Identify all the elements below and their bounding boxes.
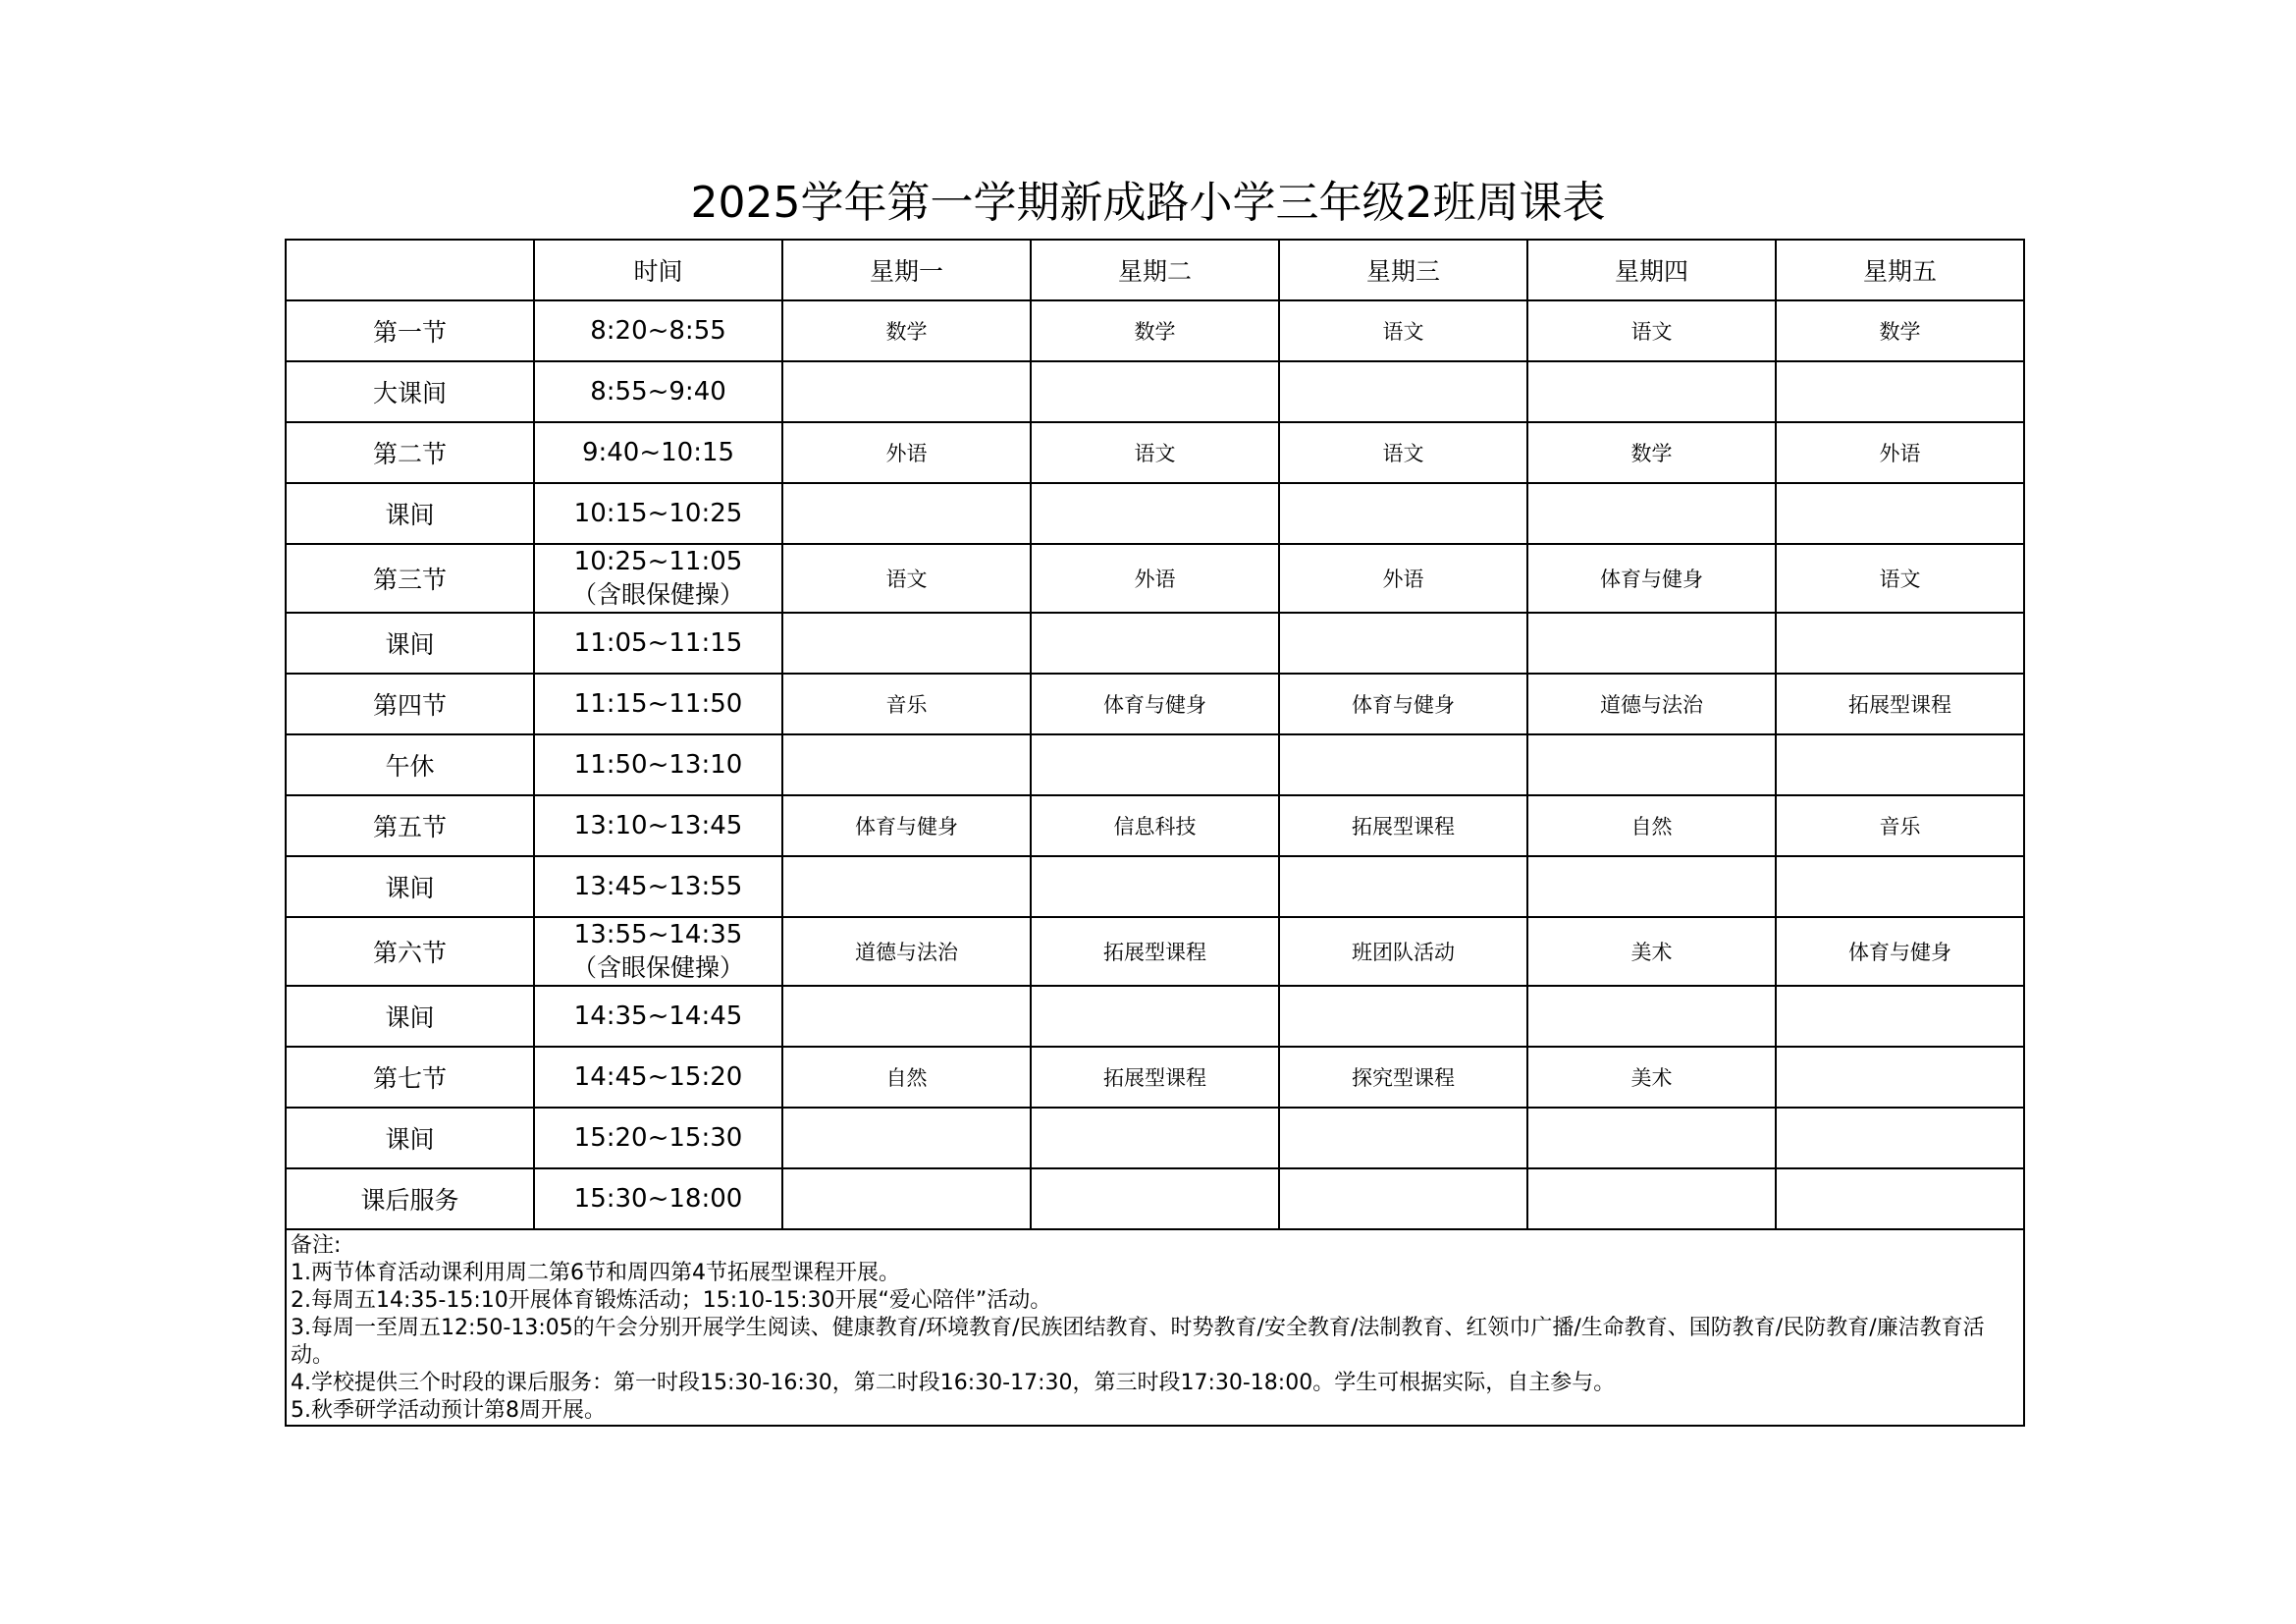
period-cell: 第七节 xyxy=(286,1047,534,1108)
period-cell: 第一节 xyxy=(286,300,534,361)
subject-cell xyxy=(1279,734,1527,795)
subject-cell: 体育与健身 xyxy=(1776,917,2024,986)
period-cell: 大课间 xyxy=(286,361,534,422)
time-note: （含眼保健操） xyxy=(571,953,744,982)
time-range: 13:45~13:55 xyxy=(573,872,743,901)
note-item: 2.每周五14:35-15:10开展体育锻炼活动；15:10-15:30开展“爱心陪伴”活动。 xyxy=(291,1288,1052,1313)
subject-cell: 班团队活动 xyxy=(1279,917,1527,986)
time-cell xyxy=(534,483,782,544)
time-range: 9:40~10:15 xyxy=(581,438,735,467)
time-cell xyxy=(534,300,782,361)
subject-cell xyxy=(1031,1168,1279,1229)
table-row xyxy=(286,1168,2024,1229)
subject-cell: 外语 xyxy=(1279,544,1527,613)
period-cell: 课间 xyxy=(286,1108,534,1168)
header-day-thursday: 星期四 xyxy=(1527,240,1776,300)
subject-cell xyxy=(1527,1168,1776,1229)
period-cell: 第五节 xyxy=(286,795,534,856)
subject-cell: 美术 xyxy=(1527,1047,1776,1108)
time-cell xyxy=(534,986,782,1047)
subject-cell xyxy=(1279,613,1527,674)
subject-cell: 数学 xyxy=(1527,422,1776,483)
subject-cell xyxy=(1527,361,1776,422)
period-cell: 第四节 xyxy=(286,674,534,734)
table-row xyxy=(286,1047,2024,1108)
subject-cell: 信息科技 xyxy=(1031,795,1279,856)
header-row xyxy=(286,240,2024,300)
time-range: 14:35~14:45 xyxy=(573,1001,743,1031)
subject-cell: 语文 xyxy=(1527,300,1776,361)
subject-cell xyxy=(1031,986,1279,1047)
subject-cell: 音乐 xyxy=(782,674,1031,734)
time-range: 10:15~10:25 xyxy=(573,499,743,528)
subject-cell xyxy=(1776,483,2024,544)
period-cell: 课间 xyxy=(286,483,534,544)
table-row xyxy=(286,986,2024,1047)
notes-row xyxy=(286,1229,2024,1426)
subject-cell: 美术 xyxy=(1527,917,1776,986)
page-title: 2025学年第一学期新成路小学三年级2班周课表 xyxy=(690,178,1606,228)
subject-cell xyxy=(782,986,1031,1047)
subject-cell xyxy=(782,1108,1031,1168)
subject-cell: 语文 xyxy=(1279,300,1527,361)
subject-cell: 数学 xyxy=(1776,300,2024,361)
subject-cell xyxy=(1279,361,1527,422)
header-time: 时间 xyxy=(534,240,782,300)
time-range: 13:55~14:35 xyxy=(573,920,743,949)
time-range: 15:30~18:00 xyxy=(573,1184,743,1214)
table-row xyxy=(286,917,2024,986)
notes-cell xyxy=(286,1229,2024,1426)
subject-cell xyxy=(1527,1108,1776,1168)
time-cell xyxy=(534,1168,782,1229)
table-row xyxy=(286,483,2024,544)
subject-cell xyxy=(1776,1108,2024,1168)
subject-cell xyxy=(1279,1168,1527,1229)
note-item: 5.秋季研学活动预计第8周开展。 xyxy=(291,1398,606,1423)
table-row xyxy=(286,613,2024,674)
subject-cell xyxy=(1527,613,1776,674)
subject-cell: 外语 xyxy=(782,422,1031,483)
time-range: 8:55~9:40 xyxy=(590,377,726,406)
period-cell: 课后服务 xyxy=(286,1168,534,1229)
subject-cell: 语文 xyxy=(1279,422,1527,483)
subject-cell: 语文 xyxy=(782,544,1031,613)
subject-cell: 道德与法治 xyxy=(782,917,1031,986)
table-row xyxy=(286,795,2024,856)
subject-cell: 自然 xyxy=(782,1047,1031,1108)
time-cell xyxy=(534,1047,782,1108)
header-day-wednesday: 星期三 xyxy=(1279,240,1527,300)
time-cell xyxy=(534,795,782,856)
header-day-friday: 星期五 xyxy=(1776,240,2024,300)
subject-cell: 数学 xyxy=(782,300,1031,361)
subject-cell xyxy=(1776,1168,2024,1229)
subject-cell: 体育与健身 xyxy=(1527,544,1776,613)
notes-label: 备注: xyxy=(291,1233,342,1258)
table-row xyxy=(286,361,2024,422)
subject-cell xyxy=(1279,483,1527,544)
subject-cell xyxy=(1031,483,1279,544)
subject-cell: 语文 xyxy=(1031,422,1279,483)
subject-cell xyxy=(1279,856,1527,917)
subject-cell: 数学 xyxy=(1031,300,1279,361)
subject-cell: 外语 xyxy=(1776,422,2024,483)
subject-cell xyxy=(1776,856,2024,917)
subject-cell xyxy=(782,613,1031,674)
subject-cell xyxy=(1031,856,1279,917)
period-cell: 午休 xyxy=(286,734,534,795)
subject-cell: 拓展型课程 xyxy=(1031,1047,1279,1108)
time-range: 14:45~15:20 xyxy=(573,1062,743,1092)
subject-cell xyxy=(1031,361,1279,422)
table-row xyxy=(286,856,2024,917)
subject-cell xyxy=(1527,734,1776,795)
subject-cell xyxy=(1031,613,1279,674)
header-day-tuesday: 星期二 xyxy=(1031,240,1279,300)
period-cell: 课间 xyxy=(286,613,534,674)
time-cell xyxy=(534,422,782,483)
note-item: 1.两节体育活动课利用周二第6节和周四第4节拓展型课程开展。 xyxy=(291,1261,900,1285)
time-cell xyxy=(534,917,782,986)
subject-cell: 语文 xyxy=(1776,544,2024,613)
subject-cell xyxy=(1279,1108,1527,1168)
time-cell xyxy=(534,674,782,734)
note-item: 3.每周一至周五12:50-13:05的午会分别开展学生阅读、健康教育/环境教育/民族团结教育、时势教育/安全教育/法制教育、红领巾广播/生命教育、国防教育/民防教育/廉洁教育活动。 xyxy=(291,1316,1985,1368)
schedule-table xyxy=(285,239,2025,1427)
subject-cell xyxy=(1031,734,1279,795)
table-row xyxy=(286,300,2024,361)
subject-cell xyxy=(1776,734,2024,795)
period-cell: 课间 xyxy=(286,986,534,1047)
time-range: 15:20~15:30 xyxy=(573,1123,743,1153)
time-range: 13:10~13:45 xyxy=(573,811,743,840)
subject-cell xyxy=(782,483,1031,544)
period-cell: 课间 xyxy=(286,856,534,917)
subject-cell xyxy=(1279,986,1527,1047)
time-cell xyxy=(534,613,782,674)
time-cell xyxy=(534,1108,782,1168)
table-row xyxy=(286,1108,2024,1168)
time-cell xyxy=(534,734,782,795)
subject-cell xyxy=(1776,986,2024,1047)
subject-cell: 体育与健身 xyxy=(1031,674,1279,734)
subject-cell: 拓展型课程 xyxy=(1031,917,1279,986)
subject-cell xyxy=(1776,613,2024,674)
subject-cell xyxy=(1527,483,1776,544)
table-row xyxy=(286,674,2024,734)
subject-cell xyxy=(782,1168,1031,1229)
period-cell: 第二节 xyxy=(286,422,534,483)
time-range: 10:25~11:05 xyxy=(573,547,743,576)
subject-cell xyxy=(782,734,1031,795)
time-range: 11:50~13:10 xyxy=(573,750,743,780)
time-cell xyxy=(534,544,782,613)
header-blank-cell xyxy=(286,240,534,300)
subject-cell xyxy=(1776,1047,2024,1108)
subject-cell xyxy=(1527,856,1776,917)
time-range: 8:20~8:55 xyxy=(590,316,726,346)
time-range: 11:15~11:50 xyxy=(573,689,743,719)
table-row xyxy=(286,734,2024,795)
subject-cell: 外语 xyxy=(1031,544,1279,613)
subject-cell xyxy=(1776,361,2024,422)
time-note: （含眼保健操） xyxy=(571,580,744,609)
subject-cell xyxy=(1031,1108,1279,1168)
table-row xyxy=(286,544,2024,613)
subject-cell xyxy=(782,361,1031,422)
subject-cell: 体育与健身 xyxy=(782,795,1031,856)
subject-cell: 自然 xyxy=(1527,795,1776,856)
subject-cell xyxy=(782,856,1031,917)
table-row xyxy=(286,422,2024,483)
subject-cell: 拓展型课程 xyxy=(1776,674,2024,734)
period-cell: 第三节 xyxy=(286,544,534,613)
subject-cell: 拓展型课程 xyxy=(1279,795,1527,856)
subject-cell: 体育与健身 xyxy=(1279,674,1527,734)
subject-cell: 音乐 xyxy=(1776,795,2024,856)
schedule-body xyxy=(286,300,2024,1229)
header-day-monday: 星期一 xyxy=(782,240,1031,300)
time-cell xyxy=(534,361,782,422)
subject-cell: 道德与法治 xyxy=(1527,674,1776,734)
subject-cell xyxy=(1527,986,1776,1047)
period-cell: 第六节 xyxy=(286,917,534,986)
subject-cell: 探究型课程 xyxy=(1279,1047,1527,1108)
note-item: 4.学校提供三个时段的课后服务：第一时段15:30-16:30，第二时段16:30-17:30，第三时段17:30-18:00。学生可根据实际，自主参与。 xyxy=(291,1371,1616,1395)
time-cell xyxy=(534,856,782,917)
time-range: 11:05~11:15 xyxy=(573,628,743,658)
